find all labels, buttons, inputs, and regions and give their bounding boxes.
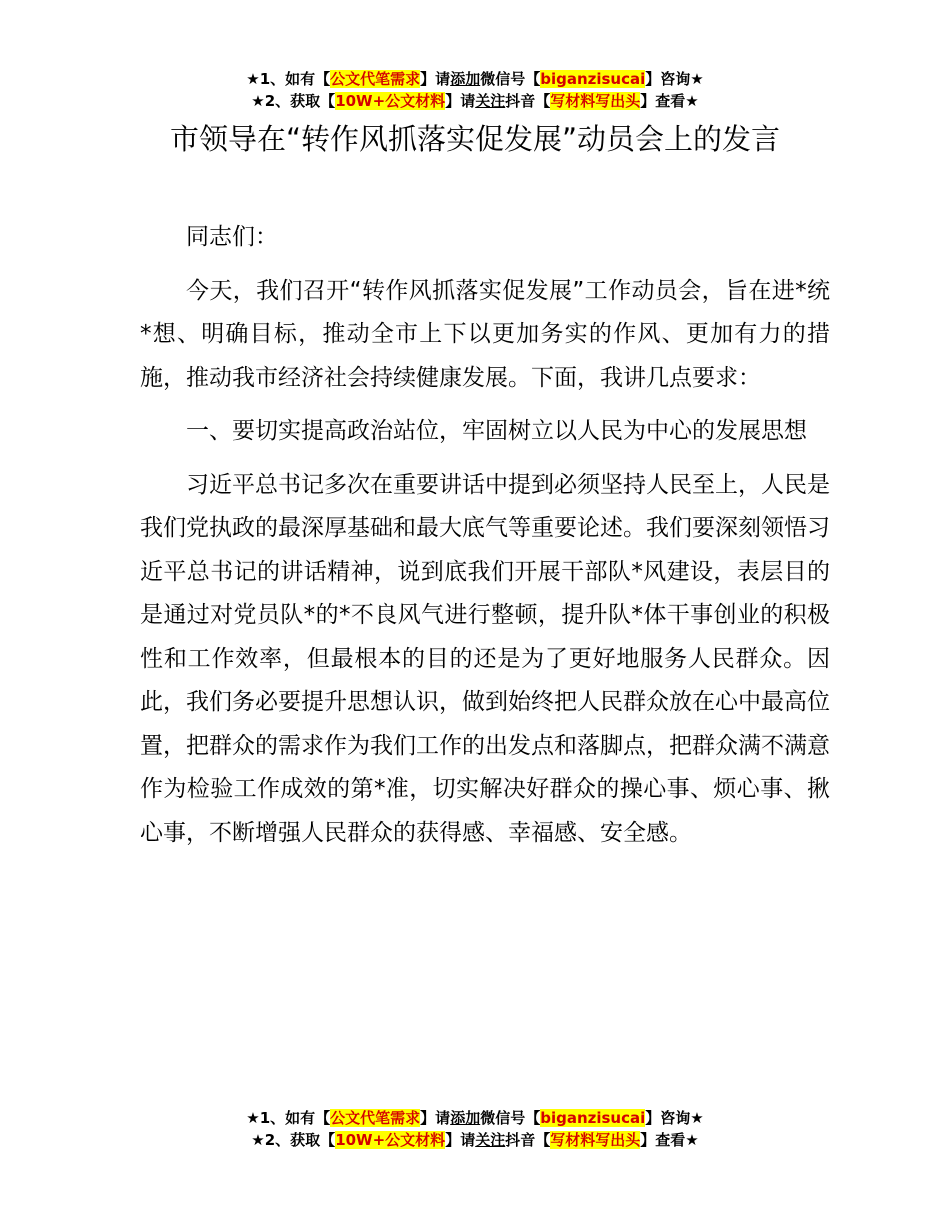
promo-text: 】请: [445, 92, 476, 110]
body-paragraph: 习近平总书记多次在重要讲话中提到必须坚持人民至上，人民是我们党执政的最深厚基础和最大底气等重要论述。我们要深刻领悟习近平总书记的讲话精神，说到底我们开展干部队*风建设，表层目的是通过对党员队*的*不良风气进行整顿，提升队*体干事创业的积极性和工作效率，但最根本的目的还是为了更好地服务人民群众。因此，我们务必要提升思想认识，做到始终把人民群众放在心中最高位置，把群众的需求作为我们工作的出发点和落脚点，把群众满不满意作为检验工作成效的第*准，切实解决好群众的操心事、烦心事、揪心事，不断增强人民群众的获得感、幸福感、安全感。: [140, 471, 830, 846]
promo-underlined: 关注: [475, 1131, 506, 1149]
promo-text: ★1、如有【: [246, 1109, 331, 1127]
promo-highlight: biganzisucai: [540, 1109, 646, 1127]
document-title: 市领导在“转作风抓落实促发展”动员会上的发言: [169, 122, 781, 156]
promo-highlight: 写材料写出头: [550, 92, 641, 110]
promo-text: 抖音【: [505, 1131, 551, 1149]
promo-highlight: biganzisucai: [540, 70, 646, 88]
promo-underlined: 添加: [450, 1109, 481, 1127]
promo-text: 】请: [420, 1109, 451, 1127]
intro-paragraph: 今天，我们召开“转作风抓落实促发展”工作动员会，旨在进*统*想、明确目标，推动全市上下以更加务实的作风、更加有力的措施，推动我市经济社会持续健康发展。下面，我讲几点要求：: [140, 277, 830, 391]
promo-text: 】请: [420, 70, 451, 88]
promo-line-1: [0, 68, 950, 90]
promo-line-2: [0, 90, 950, 112]
promo-highlight: 公文代笔需求: [330, 70, 421, 88]
header-promo-banner: [0, 68, 950, 112]
promo-text: 】查看★: [640, 92, 699, 110]
promo-text: 】请: [445, 1131, 476, 1149]
promo-line-1: [0, 1107, 950, 1129]
promo-text: ★2、获取【: [251, 92, 336, 110]
promo-underlined: 添加: [450, 70, 481, 88]
promo-text: 微信号【: [480, 70, 541, 88]
promo-text: ★1、如有【: [246, 70, 331, 88]
promo-highlight: 10W+公文材料: [335, 92, 446, 110]
promo-highlight: 公文代笔需求: [330, 1109, 421, 1127]
promo-text: 微信号【: [480, 1109, 541, 1127]
promo-highlight: 写材料写出头: [550, 1131, 641, 1149]
promo-highlight: 10W+公文材料: [335, 1131, 446, 1149]
promo-text: 】咨询★: [645, 1109, 704, 1127]
promo-text: 】查看★: [640, 1131, 699, 1149]
document-body: [140, 216, 830, 865]
section-heading: 一、要切实提高政治站位，牢固树立以人民为中心的发展思想: [186, 418, 807, 444]
footer-promo-banner: [0, 1107, 950, 1151]
promo-line-2: [0, 1129, 950, 1151]
promo-text: 抖音【: [505, 92, 551, 110]
promo-text: 】咨询★: [645, 70, 704, 88]
salutation: 同志们：: [186, 224, 278, 250]
promo-text: ★2、获取【: [251, 1131, 336, 1149]
promo-underlined: 关注: [475, 92, 506, 110]
